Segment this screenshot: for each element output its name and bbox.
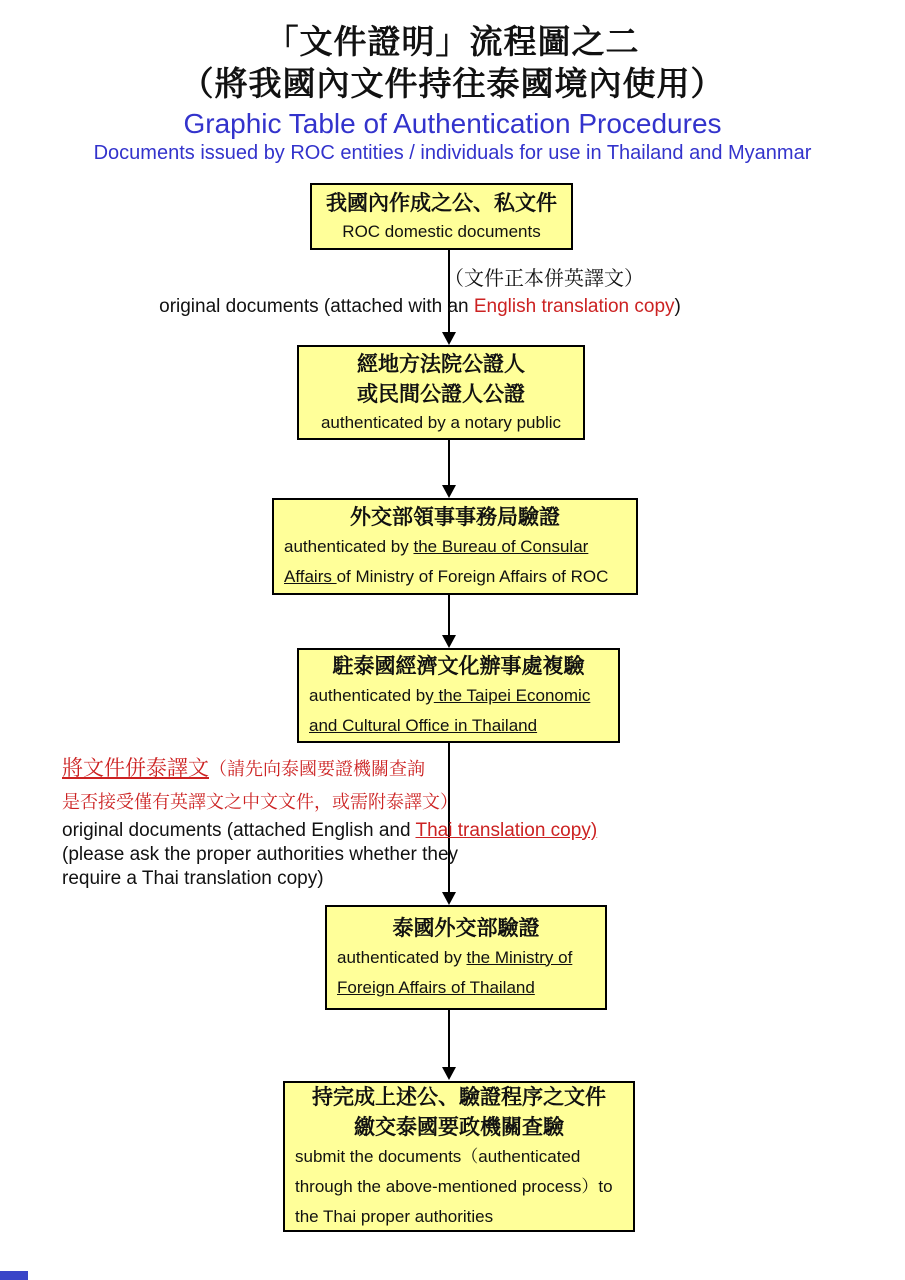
annotation2-english-line3: require a Thai translation copy) — [62, 868, 324, 889]
box5-en-underline2: Foreign Affairs of Thailand — [337, 977, 535, 997]
box2-english-label: authenticated by a notary public — [320, 413, 562, 432]
box4-chinese-label: 駐泰國經濟文化辦事處複驗 — [332, 652, 585, 678]
box3-en-pre: authenticated by — [284, 536, 414, 556]
flow-box-taipei-economic-cultural-office — [297, 648, 620, 743]
page-title-english: Graphic Table of Authentication Procedures — [183, 108, 722, 139]
annotation2-chinese-line2: 是否接受僅有英譯文之中文文件，或需附泰譯文） — [62, 792, 458, 813]
box6-chinese-line1: 持完成上述公、驗證程序之文件 — [312, 1083, 606, 1109]
box2-chinese-line2: 或民間公證人公證 — [357, 381, 525, 406]
box3-en-post: of Ministry of Foreign Affairs of ROC — [336, 566, 609, 586]
arrow-head-2 — [442, 485, 456, 498]
box3-chinese-label: 外交部領事事務局驗證 — [350, 503, 560, 529]
arrow-head-5 — [442, 1067, 456, 1080]
flow-box-submit-to-thai-authorities — [283, 1081, 635, 1232]
annotation1-chinese: （文件正本併英譯文） — [444, 266, 644, 290]
box6-english-line1: submit the documents（authenticated — [295, 1146, 581, 1166]
page-title-chinese: 「文件證明」流程圖之二 — [265, 22, 640, 61]
arrow-line-2 — [448, 440, 450, 486]
box1-chinese-label: 我國內作成之公、私文件 — [326, 190, 557, 215]
box6-english-line2: through the above-mentioned process）to — [295, 1176, 613, 1196]
page-corner-mark — [0, 1271, 28, 1280]
box1-english-label: ROC domestic documents — [342, 222, 541, 241]
annotation2-zh-underline: 將文件併泰譯文 — [62, 756, 209, 780]
annotation1-en-red: English translation copy — [473, 296, 675, 317]
box4-english-line1 — [299, 681, 618, 711]
box4-en-underline1: the Taipei Economic — [433, 685, 591, 705]
box5-english-line2 — [327, 973, 605, 1003]
arrow-head-1 — [442, 332, 456, 345]
page-subtitle-english: Documents issued by ROC entities / individuals for use in Thailand and Myanmar — [93, 142, 812, 164]
annotation1-en-suffix: ) — [674, 296, 681, 317]
flow-box-ministry-foreign-affairs-thailand — [325, 905, 607, 1010]
annotation2-en-pre: original documents (attached English and — [62, 820, 416, 841]
annotation2-en-red-underline: Thai translation copy) — [415, 820, 598, 841]
box3-en-underline1: the Bureau of Consular — [413, 536, 589, 556]
flow-box-notary-public — [297, 345, 585, 440]
arrow-head-3 — [442, 635, 456, 648]
box5-english-line1 — [327, 943, 605, 973]
annotation2-chinese-line1 — [62, 752, 662, 786]
box2-chinese-line1: 經地方法院公證人 — [357, 351, 525, 376]
box6-english-line3: the Thai proper authorities — [295, 1206, 494, 1226]
box5-chinese-label: 泰國外交部驗證 — [392, 914, 540, 940]
box5-en-pre: authenticated by — [337, 947, 467, 967]
annotation2-english-line1 — [62, 819, 662, 843]
arrow-head-4 — [442, 892, 456, 905]
box4-en-pre: authenticated by — [309, 685, 434, 705]
annotation1-en-prefix: original documents (attached with an — [159, 296, 474, 317]
annotation1-english — [0, 295, 840, 319]
page-subtitle-chinese: （將我國內文件持往泰國境內使用） — [180, 64, 725, 103]
box3-english-line1 — [274, 532, 636, 562]
arrow-line-5 — [448, 1010, 450, 1068]
flow-box-roc-domestic-documents — [310, 183, 573, 250]
box3-en-underline2: Affairs — [284, 566, 337, 586]
arrow-line-3 — [448, 595, 450, 636]
box4-english-line2 — [299, 711, 618, 741]
annotation2-zh-rest: （請先向泰國要證機關查詢 — [209, 759, 425, 780]
annotation2-block — [62, 752, 662, 891]
box4-en-underline2: and Cultural Office in Thailand — [309, 715, 538, 735]
flow-box-bureau-consular-affairs — [272, 498, 638, 595]
box5-en-underline1: the Ministry of — [466, 947, 573, 967]
box3-english-line2 — [274, 562, 636, 592]
box6-chinese-line2: 繳交泰國要政機關查驗 — [354, 1113, 564, 1139]
annotation2-english-line2: (please ask the proper authorities whether they — [62, 844, 459, 865]
